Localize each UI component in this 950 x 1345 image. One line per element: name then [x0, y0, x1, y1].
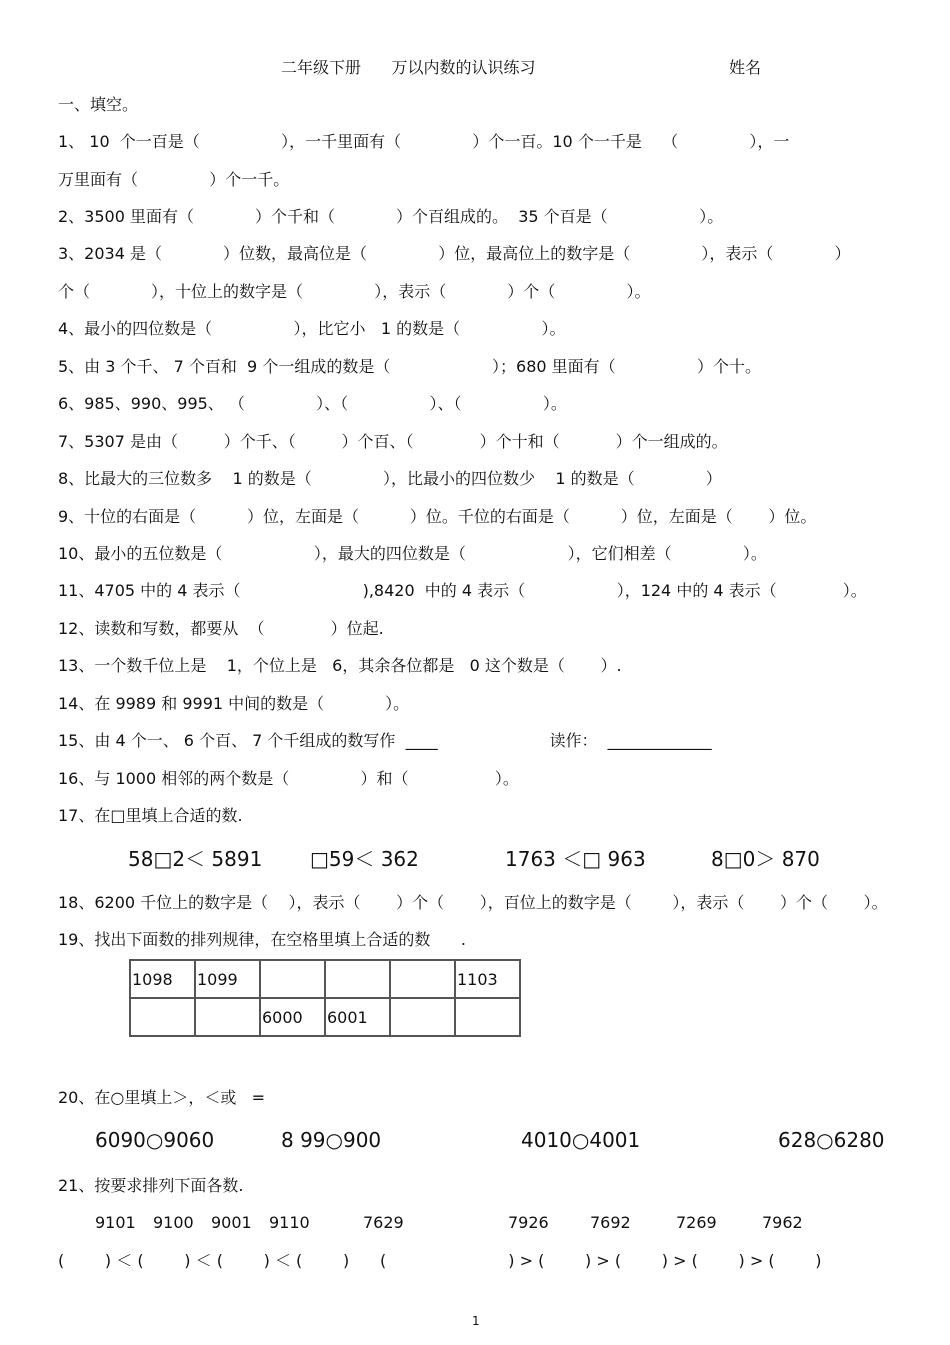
question-line: 5、由 3 个千、 7 个百和 9 个一组成的数是（ ）；680 里面有（ ）个十。: [58, 357, 762, 376]
sort-number: 7269: [676, 1213, 717, 1232]
fill-box-item: 8□0＞ 870: [711, 847, 820, 871]
fill-box-item: 1763 ＜□ 963: [505, 847, 646, 871]
sort-number: 7692: [590, 1213, 631, 1232]
section-heading: 一、填空。: [58, 95, 139, 114]
question-line: 6、985、990、995、 （ ）、（ ）、（ ）。: [58, 394, 567, 413]
compare-item: 4010○4001: [521, 1128, 641, 1152]
sort-number: 9101: [95, 1213, 136, 1232]
question-line: 19、找出下面数的排列规律，在空格里填上合适的数 .: [58, 930, 466, 949]
question-line: 10、最小的五位数是（ ），最大的四位数是（ ），它们相差（ ）。: [58, 544, 767, 563]
answer-blanks-ascending: ( ) ＜ ( ) ＜ ( ) ＜ ( ): [58, 1251, 350, 1270]
sort-number: 9100: [153, 1213, 194, 1232]
sort-number: 7629: [363, 1213, 404, 1232]
student-name-label: 姓名: [729, 58, 762, 77]
table-cell[interactable]: [455, 998, 520, 1036]
table-cell[interactable]: [260, 960, 325, 998]
answer-blanks-descending: ( ) > ( ) > ( ) > ( ) > ( ): [380, 1251, 822, 1270]
table-cell[interactable]: [130, 998, 195, 1036]
question-line: 万里面有（ ）个一千。: [58, 170, 290, 189]
fill-box-item: 58□2＜ 5891: [128, 847, 263, 871]
sort-number: 7962: [762, 1213, 803, 1232]
question-line: 12、读数和写数，都要从 （ ）位起.: [58, 619, 384, 638]
table-cell[interactable]: [325, 960, 390, 998]
question-line: 21、按要求排列下面各数.: [58, 1176, 244, 1195]
table-row: [130, 960, 520, 998]
question-line: 15、由 4 个一、 6 个百、 7 个千组成的数写作 ____ 读作： _____________: [58, 731, 712, 750]
question-line: 1、 10 个一百是（ ），一千里面有（ ）个一百。10 个一千是 （ ），一: [58, 132, 790, 151]
question-line: 4、最小的四位数是（ ），比它小 1 的数是（ ）。: [58, 319, 566, 338]
table-cell[interactable]: 6000: [260, 998, 325, 1036]
compare-item: 6090○9060: [95, 1128, 215, 1152]
worksheet-title: 二年级下册 万以内数的认识练习: [281, 58, 536, 77]
question-line: 20、在○里填上＞，＜或 =: [58, 1088, 265, 1107]
compare-item: 628○6280: [778, 1128, 885, 1152]
question-line: 3、2034 是（ ）位数，最高位是（ ）位，最高位上的数字是（ ），表示（ ）: [58, 244, 851, 263]
question-line: 8、比最大的三位数多 1 的数是（ ），比最小的四位数少 1 的数是（ ）: [58, 469, 722, 488]
compare-item: 8 99○900: [281, 1128, 382, 1152]
question-line: 11、4705 中的 4 表示（ ),8420 中的 4 表示（ ），124 中的 4 表示（ ）。: [58, 581, 867, 600]
question-line: 18、6200 千位上的数字是（ ），表示（ ）个（ ），百位上的数字是（ ），表示（ ）个（ ）。: [58, 893, 888, 912]
question-line: 13、一个数千位上是 1，个位上是 6，其余各位都是 0 这个数是（ ）.: [58, 656, 622, 675]
table-cell[interactable]: 1098: [130, 960, 195, 998]
question-line: 2、3500 里面有（ ）个千和（ ）个百组成的。 35 个百是（ ）。: [58, 207, 724, 226]
table-cell[interactable]: 6001: [325, 998, 390, 1036]
page-number: 1: [472, 1314, 480, 1328]
sort-number: 9110: [269, 1213, 310, 1232]
question-line: 16、与 1000 相邻的两个数是（ ）和（ ）。: [58, 769, 519, 788]
question-line: 个（ ），十位上的数字是（ ），表示（ ）个（ ）。: [58, 282, 651, 301]
table-cell[interactable]: 1103: [455, 960, 520, 998]
table-cell[interactable]: [390, 960, 455, 998]
question-line: 14、在 9989 和 9991 中间的数是（ ）。: [58, 694, 410, 713]
table-row: [130, 998, 520, 1036]
question-line: 9、十位的右面是（ ）位，左面是（ ）位。千位的右面是（ ）位，左面是（ ）位。: [58, 507, 817, 526]
sort-number: 9001: [211, 1213, 252, 1232]
table-cell[interactable]: 1099: [195, 960, 260, 998]
question-line: 7、5307 是由（ ）个千、（ ）个百、（ ）个十和（ ）个一组成的。: [58, 432, 728, 451]
question-line: 17、在□里填上合适的数.: [58, 806, 243, 825]
sort-number: 7926: [508, 1213, 549, 1232]
number-pattern-table: [129, 959, 521, 1037]
fill-box-item: □59＜ 362: [310, 847, 419, 871]
table-cell[interactable]: [195, 998, 260, 1036]
table-cell[interactable]: [390, 998, 455, 1036]
